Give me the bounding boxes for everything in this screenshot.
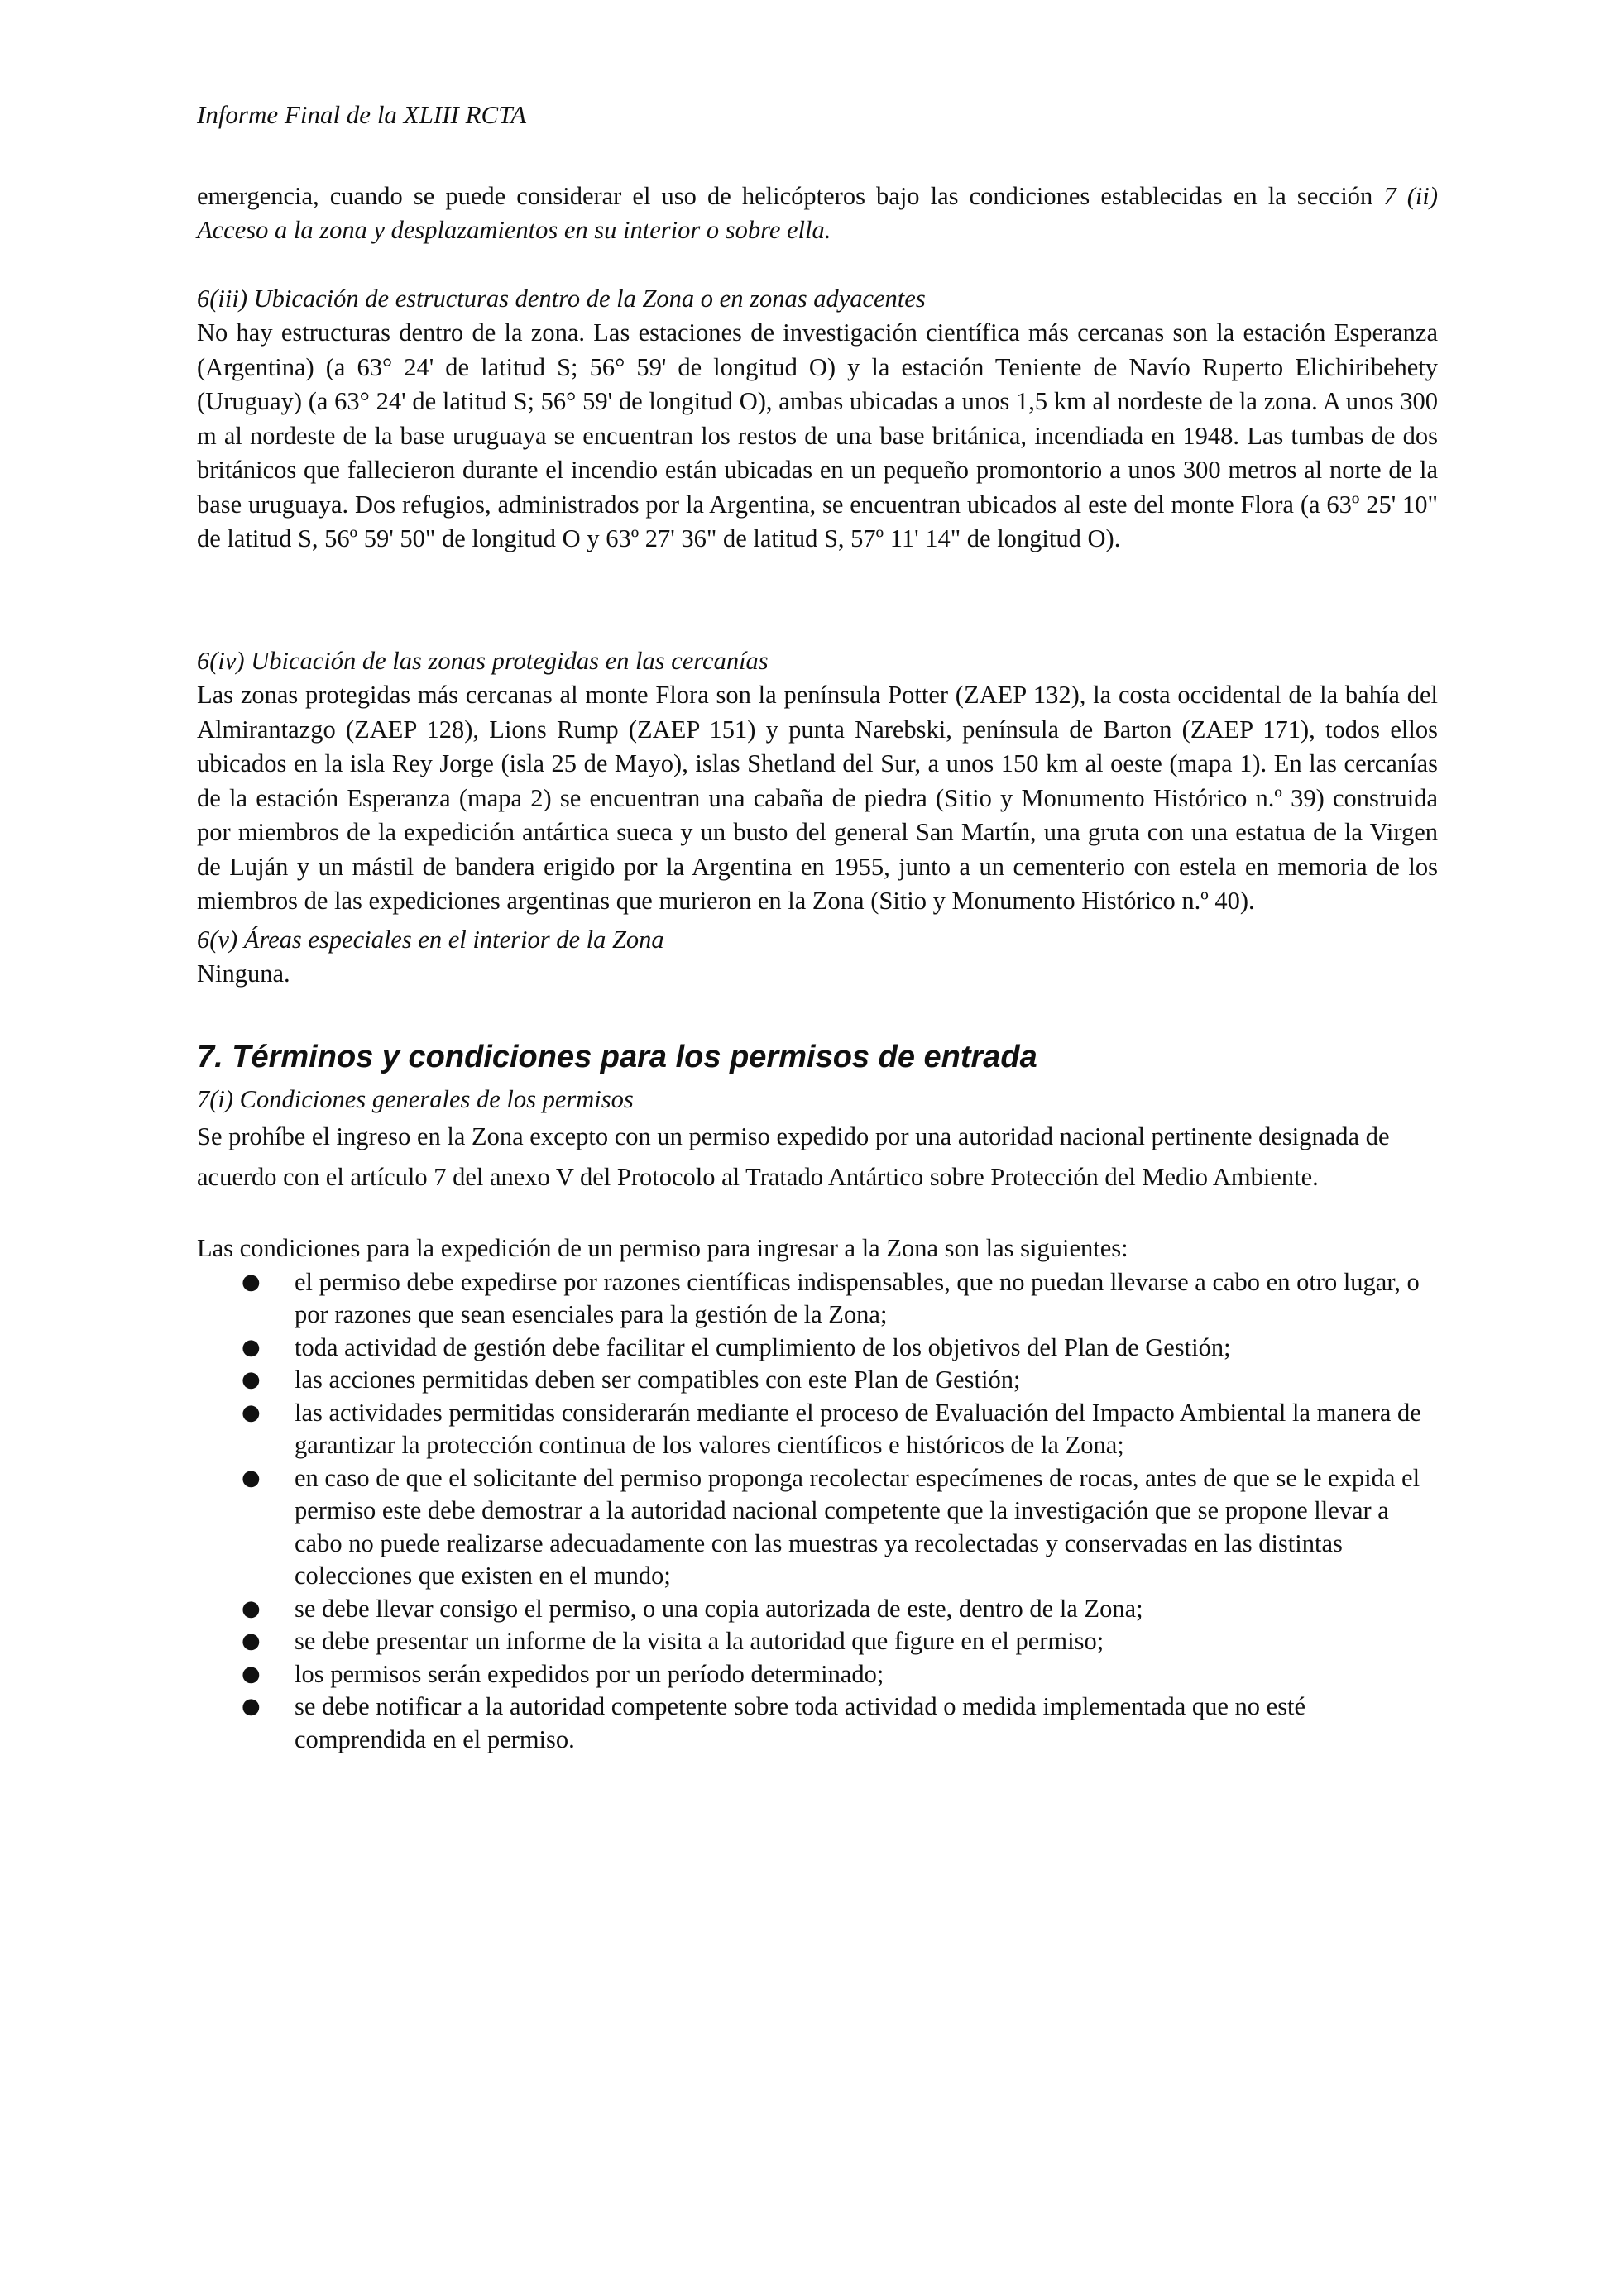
list-item-text: las acciones permitidas deben ser compatibles con este Plan de Gestión; xyxy=(295,1366,1021,1394)
list-item-text: se debe presentar un informe de la visita a la autoridad que figure en el permiso; xyxy=(295,1627,1104,1655)
list-item xyxy=(242,1332,1438,1365)
list-item-text: toda actividad de gestión debe facilitar el cumplimiento de los objetivos del Plan de Gestión; xyxy=(295,1332,1231,1361)
bullet-icon: ● xyxy=(242,1595,261,1621)
bullet-icon: ● xyxy=(242,1465,261,1490)
list-item-text: los permisos serán expedidos por un período determinado; xyxy=(295,1659,884,1688)
intro-section-reference: 7 (ii) Acceso a la zona y desplazamientos en su interior o sobre ella. xyxy=(197,181,1438,244)
list-item xyxy=(242,1266,1438,1332)
list-item xyxy=(242,1593,1438,1626)
intro-text: emergencia, cuando se puede considerar el uso de helicópteros bajo las condiciones establecidas en la sección xyxy=(197,181,1384,210)
bullet-icon: ● xyxy=(242,1629,261,1653)
section-7i-heading: 7(i) Condiciones generales de los permisos xyxy=(197,1084,634,1113)
document-page xyxy=(197,98,1438,1756)
bullet-icon: ● xyxy=(242,1399,261,1425)
section-6iii xyxy=(197,282,1438,557)
list-item-text: se debe llevar consigo el permiso, o una copia autorizada de este, dentro de la Zona; xyxy=(295,1594,1143,1623)
section-6iii-body: No hay estructuras dentro de la zona. Las estaciones de investigación científica más cercanas son la estación Esperanza (Argentina) (a 63° 24' de latitud S; 56° 59' de longitud O) y la estación Teniente de Navío Ruperto Elichiribehety (Uruguay) (a 63° 24' de latitud S; 56° 59' de longitud O), ambas ubicadas a unos 1,5 km al nordeste de la zona. A unos 300 m al nordeste de la base uruguaya se encuentran los restos de una base británica, incendiada en 1948. Las tumbas de dos británicos que fallecieron durante el incendio están ubicadas en un pequeño promontorio a unos 300 metros al norte de la base uruguaya. Dos refugios, administrados por la Argentina, se encuentran ubicados al este del monte Flora (a 63º 25' 10" de latitud S, 56º 59' 50" de longitud O y 63º 27' 36" de latitud S, 57º 11' 14" de longitud O). xyxy=(197,318,1438,552)
section-7i-body: Se prohíbe el ingreso en la Zona excepto con un permiso expedido por una autoridad nacional pertinente designada de acuerdo con el artículo 7 del anexo V del Protocolo al Tratado Antártico sobre Protección del Medio Ambiente. xyxy=(197,1122,1390,1191)
list-item xyxy=(242,1397,1438,1462)
list-item xyxy=(242,1364,1438,1397)
conditions-intro: Las condiciones para la expedición de un permiso para ingresar a la Zona son las siguientes: xyxy=(197,1234,1128,1262)
section-7i xyxy=(197,1083,1438,1198)
section-6iv-body: Las zonas protegidas más cercanas al monte Flora son la península Potter (ZAEP 132), la costa occidental de la bahía del Almirantazgo (ZAEP 128), Lions Rump (ZAEP 151) y punta Narebski, península de Barton (ZAEP 171), todos ellos ubicados en la isla Rey Jorge (isla 25 de Mayo), islas Shetland del Sur, a unos 150 km al oeste (mapa 1). En las cercanías de la estación Esperanza (mapa 2) se encuentran una cabaña de piedra (Sitio y Monumento Histórico n.º 39) construida por miembros de la expedición antártica sueca y un busto del general San Martín, una gruta con una estatua de la Virgen de Luján y un mástil de bandera erigido por la Argentina en 1955, junto a un cementerio con estela en memoria de los miembros de las expediciones argentinas que murieron en la Zona (Sitio y Monumento Histórico n.º 40). xyxy=(197,681,1438,915)
bullet-icon: ● xyxy=(242,1661,261,1686)
section-7-heading: 7. Términos y condiciones para los permisos de entrada xyxy=(197,1039,1037,1074)
bullet-icon: ● xyxy=(242,1367,261,1392)
list-item xyxy=(242,1691,1438,1756)
intro-paragraph xyxy=(197,179,1438,248)
bullet-icon: ● xyxy=(242,1334,261,1360)
list-item-text: se debe notificar a la autoridad competente sobre toda actividad o medida implementada que no esté comprendida en el permiso. xyxy=(295,1692,1306,1753)
conditions-list xyxy=(197,1266,1438,1757)
section-6iv xyxy=(197,644,1438,919)
list-item xyxy=(242,1658,1438,1691)
section-6iii-heading: 6(iii) Ubicación de estructuras dentro de la Zona o en zonas adyacentes xyxy=(197,284,926,313)
bullet-icon: ● xyxy=(242,1694,261,1719)
section-6v-body: Ninguna. xyxy=(197,959,290,988)
section-6iv-heading: 6(iv) Ubicación de las zonas protegidas en las cercanías xyxy=(197,646,769,675)
section-6v-heading: 6(v) Áreas especiales en el interior de la Zona xyxy=(197,925,664,954)
section-6v xyxy=(197,923,1438,992)
list-item xyxy=(242,1625,1438,1658)
running-header: Informe Final de la XLIII RCTA xyxy=(197,100,527,129)
list-item xyxy=(242,1462,1438,1593)
bullet-icon: ● xyxy=(242,1269,261,1294)
list-item-text: en caso de que el solicitante del permiso proponga recolectar especímenes de rocas, antes de que se le expida el permiso este debe demostrar a la autoridad nacional competente que la investigación que se propone llevar a cabo no puede realizarse adecuadamente con las muestras ya recolectadas y conservadas en las distintas colecciones que existen en el mundo; xyxy=(295,1463,1420,1590)
list-item-text: las actividades permitidas considerarán mediante el proceso de Evaluación del Impacto Ambiental la manera de garantizar la protección continua de los valores científicos e históricos de la Zona; xyxy=(295,1398,1421,1459)
list-item-text: el permiso debe expedirse por razones científicas indispensables, que no puedan llevarse a cabo en otro lugar, o por razones que sean esenciales para la gestión de la Zona; xyxy=(295,1267,1420,1328)
